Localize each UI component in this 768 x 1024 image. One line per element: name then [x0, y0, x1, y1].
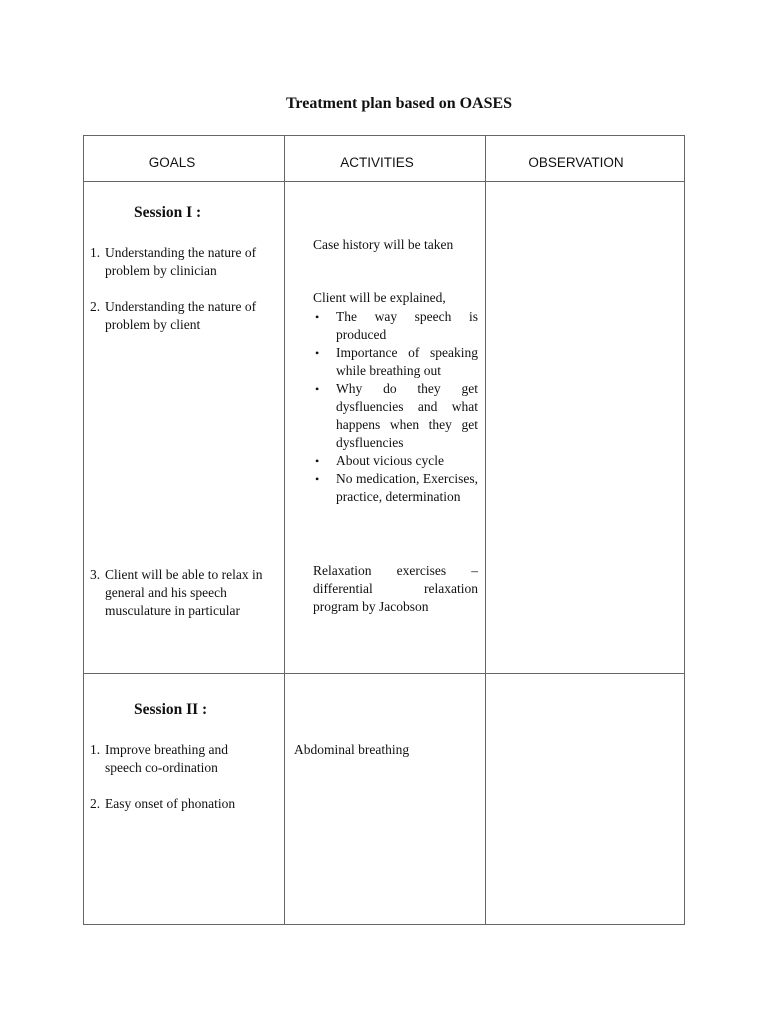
bullet-icon: •: [315, 454, 320, 468]
goal-number: 1.: [90, 245, 101, 260]
header-goals: GOALS: [148, 155, 196, 170]
list-item: • Importance of speaking while breathing out: [315, 345, 478, 378]
goal-text: Client will be able to relax in general and his speech musculature in particular: [105, 567, 263, 618]
session-2-goal-2: [90, 795, 280, 813]
goal-number: 1.: [90, 742, 101, 757]
list-item: • Why do they get dysfluencies and what happens when they get dysfluencies: [315, 381, 478, 450]
activity-explained-intro: Client will be explained,: [313, 290, 446, 305]
list-item: • The way speech is produced: [315, 309, 478, 342]
column-divider: [284, 136, 285, 924]
session-2-title: Session II :: [134, 701, 208, 718]
page-title: Treatment plan based on OASES: [285, 95, 513, 112]
bullet-icon: •: [315, 472, 320, 486]
goal-number: 2.: [90, 796, 101, 811]
goal-text: Improve breathing and speech co-ordination: [105, 742, 228, 775]
list-item: • About vicious cycle: [315, 453, 444, 468]
bullet-icon: •: [315, 310, 320, 324]
activity-case-history: Case history will be taken: [313, 237, 454, 252]
bullet-icon: •: [315, 346, 320, 360]
session-1-goal-2: [90, 298, 280, 334]
session-1-goal-3: [90, 566, 278, 620]
session-2-goal-1: [90, 741, 266, 777]
session-1-title: Session I :: [134, 204, 202, 221]
treatment-plan-table: [83, 135, 685, 925]
activity-explanation-list: [313, 308, 478, 506]
goal-text: Understanding the nature of problem by clinician: [105, 245, 257, 278]
list-item: • No medication, Exercises, practice, determination: [315, 471, 478, 504]
header-activities: ACTIVITIES: [340, 155, 414, 170]
activity-abdominal-breathing: Abdominal breathing: [294, 742, 410, 757]
goal-text: Easy onset of phonation: [105, 796, 236, 811]
goal-text: Understanding the nature of problem by client: [105, 299, 257, 332]
column-divider: [485, 136, 486, 924]
bullet-icon: •: [315, 382, 320, 396]
goal-number: 3.: [90, 567, 101, 582]
goal-number: 2.: [90, 299, 101, 314]
session-1-goal-1: [90, 244, 280, 280]
activity-relaxation: Relaxation exercises – differential relaxation program by Jacobson: [313, 563, 478, 614]
session-divider: [84, 673, 684, 674]
header-observation: OBSERVATION: [528, 155, 624, 170]
